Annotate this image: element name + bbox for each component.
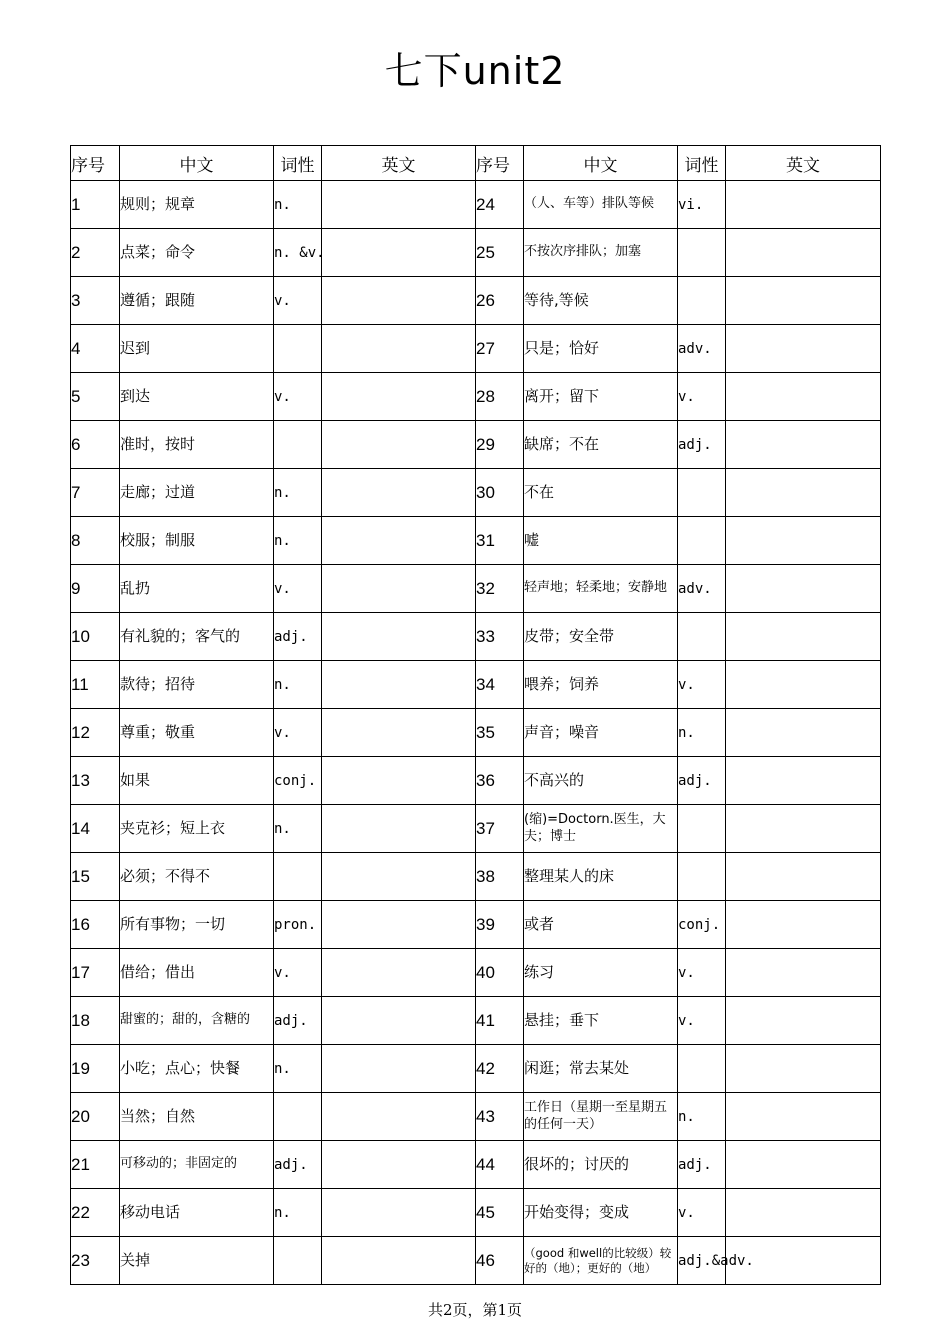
cell-english-left bbox=[322, 1237, 476, 1285]
cell-index-right: 45 bbox=[476, 1189, 524, 1237]
cell-chinese-right: 练习 bbox=[524, 949, 678, 997]
table-row bbox=[71, 325, 881, 373]
cell-index-left: 8 bbox=[71, 517, 120, 565]
cell-pos-left bbox=[274, 325, 322, 373]
table-row bbox=[71, 421, 881, 469]
cell-chinese-left: 走廊；过道 bbox=[120, 469, 274, 517]
cell-index-right: 27 bbox=[476, 325, 524, 373]
cell-pos-left bbox=[274, 853, 322, 901]
cell-index-left: 14 bbox=[71, 805, 120, 853]
cell-pos-left bbox=[274, 1093, 322, 1141]
cell-english-left bbox=[322, 805, 476, 853]
cell-pos-left: v. bbox=[274, 949, 322, 997]
cell-index-left: 18 bbox=[71, 997, 120, 1045]
cell-english-right bbox=[726, 229, 881, 277]
cell-index-right: 30 bbox=[476, 469, 524, 517]
cell-english-right bbox=[726, 373, 881, 421]
cell-english-left bbox=[322, 901, 476, 949]
cell-index-left: 22 bbox=[71, 1189, 120, 1237]
table-row bbox=[71, 373, 881, 421]
cell-english-left bbox=[322, 661, 476, 709]
cell-pos-right: n. bbox=[678, 709, 726, 757]
cell-chinese-left: 小吃；点心；快餐 bbox=[120, 1045, 274, 1093]
cell-pos-right: v. bbox=[678, 949, 726, 997]
table-row bbox=[71, 613, 881, 661]
table-row bbox=[71, 901, 881, 949]
cell-english-left bbox=[322, 373, 476, 421]
cell-pos-right: adj. bbox=[678, 421, 726, 469]
cell-chinese-right: 不按次序排队；加塞 bbox=[524, 229, 678, 277]
cell-chinese-right: 轻声地；轻柔地；安静地 bbox=[524, 565, 678, 613]
cell-english-left bbox=[322, 1189, 476, 1237]
table-row bbox=[71, 709, 881, 757]
table-row bbox=[71, 1189, 881, 1237]
table-row bbox=[71, 757, 881, 805]
cell-pos-left: adj. bbox=[274, 997, 322, 1045]
cell-chinese-left: 尊重；敬重 bbox=[120, 709, 274, 757]
cell-english-left bbox=[322, 949, 476, 997]
cell-pos-left bbox=[274, 421, 322, 469]
cell-chinese-left: 准时，按时 bbox=[120, 421, 274, 469]
cell-chinese-left: 借给；借出 bbox=[120, 949, 274, 997]
cell-pos-left: n. bbox=[274, 805, 322, 853]
table-row bbox=[71, 469, 881, 517]
cell-index-left: 3 bbox=[71, 277, 120, 325]
cell-chinese-left: 规则；规章 bbox=[120, 181, 274, 229]
cell-chinese-left: 关掉 bbox=[120, 1237, 274, 1285]
cell-pos-left: n. bbox=[274, 1045, 322, 1093]
cell-index-left: 23 bbox=[71, 1237, 120, 1285]
cell-index-left: 19 bbox=[71, 1045, 120, 1093]
cell-index-left: 16 bbox=[71, 901, 120, 949]
cell-chinese-right: 缺席；不在 bbox=[524, 421, 678, 469]
cell-index-right: 41 bbox=[476, 997, 524, 1045]
cell-chinese-left: 遵循；跟随 bbox=[120, 277, 274, 325]
cell-pos-right bbox=[678, 277, 726, 325]
cell-pos-left: v. bbox=[274, 277, 322, 325]
cell-index-right: 31 bbox=[476, 517, 524, 565]
cell-index-right: 32 bbox=[476, 565, 524, 613]
cell-index-left: 15 bbox=[71, 853, 120, 901]
cell-chinese-right: (缩)=Doctorn.医生，大夫；博士 bbox=[524, 805, 678, 853]
cell-pos-left: conj. bbox=[274, 757, 322, 805]
cell-chinese-right: 喂养；饲养 bbox=[524, 661, 678, 709]
cell-index-right: 35 bbox=[476, 709, 524, 757]
cell-pos-right: v. bbox=[678, 661, 726, 709]
cell-index-left: 4 bbox=[71, 325, 120, 373]
table-row bbox=[71, 949, 881, 997]
header-chinese-left: 中文 bbox=[120, 146, 274, 181]
cell-index-right: 33 bbox=[476, 613, 524, 661]
table-row bbox=[71, 517, 881, 565]
cell-english-left bbox=[322, 997, 476, 1045]
cell-chinese-left: 移动电话 bbox=[120, 1189, 274, 1237]
cell-english-right bbox=[726, 1045, 881, 1093]
cell-english-right bbox=[726, 325, 881, 373]
cell-chinese-left: 如果 bbox=[120, 757, 274, 805]
cell-index-left: 10 bbox=[71, 613, 120, 661]
cell-english-left bbox=[322, 229, 476, 277]
table-row bbox=[71, 853, 881, 901]
header-index-left: 序号 bbox=[71, 146, 120, 181]
header-pos-right: 词性 bbox=[678, 146, 726, 181]
page-footer: 共2页，第1页 bbox=[427, 1301, 523, 1319]
cell-english-right bbox=[726, 181, 881, 229]
cell-pos-left: n. bbox=[274, 469, 322, 517]
header-index-right: 序号 bbox=[476, 146, 524, 181]
cell-index-left: 2 bbox=[71, 229, 120, 277]
cell-index-right: 24 bbox=[476, 181, 524, 229]
cell-chinese-right: 嘘 bbox=[524, 517, 678, 565]
cell-english-right bbox=[726, 1093, 881, 1141]
cell-index-right: 37 bbox=[476, 805, 524, 853]
table-row bbox=[71, 1237, 881, 1285]
cell-chinese-left: 甜蜜的；甜的，含糖的 bbox=[120, 997, 274, 1045]
cell-chinese-left: 乱扔 bbox=[120, 565, 274, 613]
cell-chinese-left: 款待；招待 bbox=[120, 661, 274, 709]
cell-index-right: 34 bbox=[476, 661, 524, 709]
cell-pos-left: v. bbox=[274, 373, 322, 421]
cell-index-right: 39 bbox=[476, 901, 524, 949]
cell-english-right bbox=[726, 1189, 881, 1237]
cell-english-right bbox=[726, 1141, 881, 1189]
cell-english-right bbox=[726, 277, 881, 325]
cell-chinese-right: 离开；留下 bbox=[524, 373, 678, 421]
cell-chinese-right: 或者 bbox=[524, 901, 678, 949]
cell-index-right: 40 bbox=[476, 949, 524, 997]
cell-english-right bbox=[726, 805, 881, 853]
cell-english-right bbox=[726, 997, 881, 1045]
cell-english-left bbox=[322, 325, 476, 373]
cell-index-right: 44 bbox=[476, 1141, 524, 1189]
cell-chinese-right: （good 和well的比较级）较好的（地）；更好的（地） bbox=[524, 1237, 678, 1285]
cell-pos-right bbox=[678, 469, 726, 517]
cell-index-left: 12 bbox=[71, 709, 120, 757]
cell-english-left bbox=[322, 1093, 476, 1141]
cell-chinese-right: 悬挂；垂下 bbox=[524, 997, 678, 1045]
cell-english-right bbox=[726, 901, 881, 949]
cell-index-right: 38 bbox=[476, 853, 524, 901]
cell-english-right bbox=[726, 421, 881, 469]
header-english-left: 英文 bbox=[322, 146, 476, 181]
cell-chinese-right: 闲逛；常去某处 bbox=[524, 1045, 678, 1093]
cell-pos-right: n. bbox=[678, 1093, 726, 1141]
cell-english-right bbox=[726, 517, 881, 565]
cell-index-left: 13 bbox=[71, 757, 120, 805]
table-row bbox=[71, 565, 881, 613]
cell-english-right bbox=[726, 565, 881, 613]
cell-pos-left: v. bbox=[274, 565, 322, 613]
cell-english-left bbox=[322, 1045, 476, 1093]
cell-pos-right: v. bbox=[678, 373, 726, 421]
cell-pos-right: adj. bbox=[678, 1141, 726, 1189]
cell-index-right: 29 bbox=[476, 421, 524, 469]
cell-pos-right: adj.&adv. bbox=[678, 1237, 726, 1285]
cell-english-left bbox=[322, 517, 476, 565]
cell-index-left: 9 bbox=[71, 565, 120, 613]
cell-index-left: 11 bbox=[71, 661, 120, 709]
cell-chinese-left: 校服；制服 bbox=[120, 517, 274, 565]
cell-pos-left: v. bbox=[274, 709, 322, 757]
cell-pos-left bbox=[274, 1237, 322, 1285]
cell-pos-left: n. bbox=[274, 517, 322, 565]
cell-index-left: 7 bbox=[71, 469, 120, 517]
page-title: 七下unit2 bbox=[384, 49, 566, 93]
cell-english-right bbox=[726, 469, 881, 517]
cell-english-left bbox=[322, 181, 476, 229]
cell-pos-right: adj. bbox=[678, 757, 726, 805]
cell-index-left: 6 bbox=[71, 421, 120, 469]
cell-pos-left: n. bbox=[274, 1189, 322, 1237]
table-row bbox=[71, 661, 881, 709]
cell-pos-right: adv. bbox=[678, 565, 726, 613]
table-row bbox=[71, 277, 881, 325]
cell-chinese-right: 皮带；安全带 bbox=[524, 613, 678, 661]
cell-chinese-left: 夹克衫；短上衣 bbox=[120, 805, 274, 853]
cell-index-right: 43 bbox=[476, 1093, 524, 1141]
cell-index-right: 46 bbox=[476, 1237, 524, 1285]
cell-chinese-right: 工作日（星期一至星期五的任何一天） bbox=[524, 1093, 678, 1141]
cell-index-left: 5 bbox=[71, 373, 120, 421]
cell-pos-left: n. &v. bbox=[274, 229, 322, 277]
cell-chinese-right: 声音；噪音 bbox=[524, 709, 678, 757]
cell-chinese-right: 整理某人的床 bbox=[524, 853, 678, 901]
cell-index-left: 21 bbox=[71, 1141, 120, 1189]
header-row bbox=[71, 146, 881, 181]
cell-pos-right bbox=[678, 613, 726, 661]
cell-english-left bbox=[322, 853, 476, 901]
cell-chinese-right: 只是；恰好 bbox=[524, 325, 678, 373]
cell-pos-right: conj. bbox=[678, 901, 726, 949]
table-row bbox=[71, 229, 881, 277]
cell-english-right bbox=[726, 661, 881, 709]
cell-english-left bbox=[322, 757, 476, 805]
cell-english-left bbox=[322, 277, 476, 325]
cell-english-right bbox=[726, 853, 881, 901]
cell-chinese-left: 点菜；命令 bbox=[120, 229, 274, 277]
cell-english-left bbox=[322, 421, 476, 469]
cell-pos-left: pron. bbox=[274, 901, 322, 949]
table-row bbox=[71, 1045, 881, 1093]
header-chinese-right: 中文 bbox=[524, 146, 678, 181]
cell-chinese-left: 迟到 bbox=[120, 325, 274, 373]
cell-pos-left: adj. bbox=[274, 613, 322, 661]
cell-index-left: 1 bbox=[71, 181, 120, 229]
cell-english-right bbox=[726, 757, 881, 805]
cell-english-right bbox=[726, 613, 881, 661]
table-row bbox=[71, 997, 881, 1045]
cell-chinese-right: 等待,等候 bbox=[524, 277, 678, 325]
cell-chinese-left: 可移动的；非固定的 bbox=[120, 1141, 274, 1189]
cell-english-left bbox=[322, 613, 476, 661]
cell-index-right: 25 bbox=[476, 229, 524, 277]
cell-pos-right: adv. bbox=[678, 325, 726, 373]
cell-english-left bbox=[322, 1141, 476, 1189]
cell-pos-right: vi. bbox=[678, 181, 726, 229]
cell-pos-right bbox=[678, 517, 726, 565]
cell-pos-left: adj. bbox=[274, 1141, 322, 1189]
cell-pos-right bbox=[678, 805, 726, 853]
cell-chinese-right: 开始变得；变成 bbox=[524, 1189, 678, 1237]
table-body bbox=[71, 181, 881, 1285]
cell-chinese-left: 到达 bbox=[120, 373, 274, 421]
table-row bbox=[71, 805, 881, 853]
cell-english-left bbox=[322, 469, 476, 517]
cell-pos-right: v. bbox=[678, 1189, 726, 1237]
cell-chinese-right: （人、车等）排队等候 bbox=[524, 181, 678, 229]
header-pos-left: 词性 bbox=[274, 146, 322, 181]
cell-english-right bbox=[726, 949, 881, 997]
cell-chinese-left: 必须；不得不 bbox=[120, 853, 274, 901]
cell-index-right: 36 bbox=[476, 757, 524, 805]
cell-chinese-right: 不在 bbox=[524, 469, 678, 517]
cell-chinese-right: 很坏的；讨厌的 bbox=[524, 1141, 678, 1189]
header-english-right: 英文 bbox=[726, 146, 881, 181]
cell-index-right: 28 bbox=[476, 373, 524, 421]
cell-pos-right bbox=[678, 229, 726, 277]
cell-chinese-left: 所有事物；一切 bbox=[120, 901, 274, 949]
cell-pos-right: v. bbox=[678, 997, 726, 1045]
cell-pos-right bbox=[678, 1045, 726, 1093]
cell-chinese-left: 有礼貌的；客气的 bbox=[120, 613, 274, 661]
cell-index-right: 26 bbox=[476, 277, 524, 325]
cell-english-right bbox=[726, 709, 881, 757]
cell-index-left: 20 bbox=[71, 1093, 120, 1141]
cell-chinese-left: 当然；自然 bbox=[120, 1093, 274, 1141]
cell-english-left bbox=[322, 709, 476, 757]
cell-index-right: 42 bbox=[476, 1045, 524, 1093]
cell-pos-right bbox=[678, 853, 726, 901]
table-row bbox=[71, 1141, 881, 1189]
cell-english-left bbox=[322, 565, 476, 613]
cell-pos-left: n. bbox=[274, 661, 322, 709]
vocabulary-table bbox=[70, 145, 881, 1285]
cell-pos-left: n. bbox=[274, 181, 322, 229]
cell-chinese-right: 不高兴的 bbox=[524, 757, 678, 805]
cell-index-left: 17 bbox=[71, 949, 120, 997]
table-row bbox=[71, 1093, 881, 1141]
table-row bbox=[71, 181, 881, 229]
